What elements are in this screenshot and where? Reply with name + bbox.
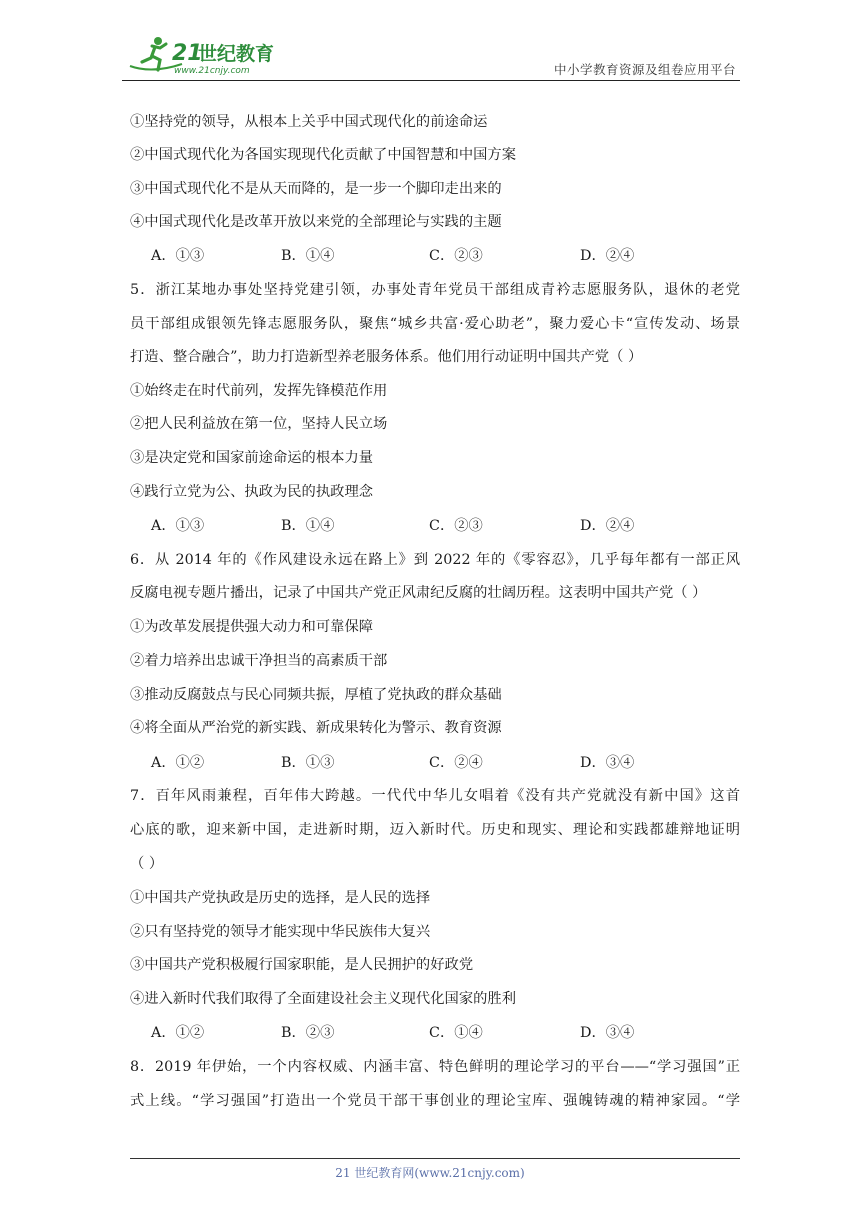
q6-stem-line-1: 6．从 2014 年的《作风建设永远在路上》到 2022 年的《零容忍》，几乎每年都有一部正风: [130, 552, 740, 568]
footer-divider: [130, 1158, 740, 1159]
q7-stem-line-2: 心底的歌，迎来新中国，走进新时期，迈入新时代。历史和现实、理论和实践都雄辩地证明: [130, 822, 740, 838]
q7-statement-3: ③中国共产党积极履行国家职能，是人民拥护的好政党: [130, 957, 474, 973]
q5-option-a[interactable]: A．①③: [151, 518, 205, 534]
q4-statement-3: ③中国式现代化不是从天而降的，是一步一个脚印走出来的: [130, 181, 502, 197]
page-header: [122, 30, 740, 80]
site-logo: [122, 34, 302, 76]
q5-stem-line-3: 打造、整合融合”，助力打造新型养老服务体系。他们用行动证明中国共产党（ ）: [130, 349, 643, 365]
q4-option-c[interactable]: C．②③: [429, 248, 483, 264]
q7-option-b[interactable]: B．②③: [281, 1025, 335, 1041]
q8-stem-line-2: 式上线。“学习强国”打造出一个党员干部干事创业的理论宝库、强魄铸魂的精神家园。“学: [130, 1093, 740, 1109]
q5-statement-4: ④践行立党为公、执政为民的执政理念: [130, 484, 374, 500]
q4-statement-4: ④中国式现代化是改革开放以来党的全部理论与实践的主题: [130, 214, 502, 230]
svg-text:21: 21: [172, 41, 203, 66]
q7-statement-2: ②只有坚持党的领导才能实现中华民族伟大复兴: [130, 924, 431, 940]
q4-option-a[interactable]: A．①③: [151, 248, 205, 264]
q4-statement-2: ②中国式现代化为各国实现现代化贡献了中国智慧和中国方案: [130, 147, 517, 163]
q5-statement-3: ③是决定党和国家前途命运的根本力量: [130, 450, 374, 466]
q4-statement-1: ①坚持党的领导，从根本上关乎中国式现代化的前途命运: [130, 114, 488, 130]
q7-statement-4: ④进入新时代我们取得了全面建设社会主义现代化国家的胜利: [130, 991, 517, 1007]
q4-option-d[interactable]: D．②④: [580, 248, 635, 264]
q7-stem-line-3: （ ）: [130, 856, 164, 872]
q6-option-d[interactable]: D．③④: [580, 755, 635, 771]
q6-option-b[interactable]: B．①③: [281, 755, 335, 771]
q5-option-c[interactable]: C．②③: [429, 518, 483, 534]
q6-statement-1: ①为改革发展提供强大动力和可靠保障: [130, 619, 374, 635]
q4-option-b[interactable]: B．①④: [281, 248, 335, 264]
header-divider: [122, 80, 740, 81]
q5-option-b[interactable]: B．①④: [281, 518, 335, 534]
q7-stem-line-1: 7．百年风雨兼程，百年伟大跨越。一代代中华儿女唱着《没有共产党就没有新中国》这首: [130, 788, 740, 804]
logo-text: 世纪教育: [198, 43, 275, 65]
q6-stem-line-2: 反腐电视专题片播出，记录了中国共产党正风肃纪反腐的壮阔历程。这表明中国共产党（ ）: [130, 585, 707, 601]
q5-statement-2: ②把人民利益放在第一位，坚持人民立场: [130, 416, 388, 432]
q7-option-c[interactable]: C．①④: [429, 1025, 483, 1041]
logo-url: www.21cnjy.com: [174, 66, 250, 76]
q7-statement-1: ①中国共产党执政是历史的选择，是人民的选择: [130, 890, 431, 906]
q5-stem-line-1: 5．浙江某地办事处坚持党建引领，办事处青年党员干部组成青衿志愿服务队，退休的老党: [130, 282, 740, 298]
q6-option-a[interactable]: A．①②: [151, 755, 205, 771]
q6-statement-4: ④将全面从严治党的新实践、新成果转化为警示、教育资源: [130, 720, 502, 736]
q5-statement-1: ①始终走在时代前列，发挥先锋模范作用: [130, 383, 388, 399]
q8-stem-line-1: 8．2019 年伊始，一个内容权威、内涵丰富、特色鲜明的理论学习的平台——“学习强国”正: [130, 1059, 740, 1075]
q5-stem-line-2: 员干部组成银领先锋志愿服务队，聚焦“城乡共富·爱心助老”，聚力爱心卡“宣传发动、场景: [130, 316, 740, 332]
q6-statement-3: ③推动反腐鼓点与民心同频共振，厚植了党执政的群众基础: [130, 687, 502, 703]
q6-statement-2: ②着力培养出忠诚干净担当的高素质干部: [130, 653, 388, 669]
footer-text[interactable]: 21 世纪教育网(www.21cnjy.com): [335, 1166, 525, 1180]
q7-option-a[interactable]: A．①②: [151, 1025, 205, 1041]
q5-option-d[interactable]: D．②④: [580, 518, 635, 534]
q6-option-c[interactable]: C．②④: [429, 755, 483, 771]
q7-option-d[interactable]: D．③④: [580, 1025, 635, 1041]
site-title: 中小学教育资源及组卷应用平台: [553, 62, 736, 77]
